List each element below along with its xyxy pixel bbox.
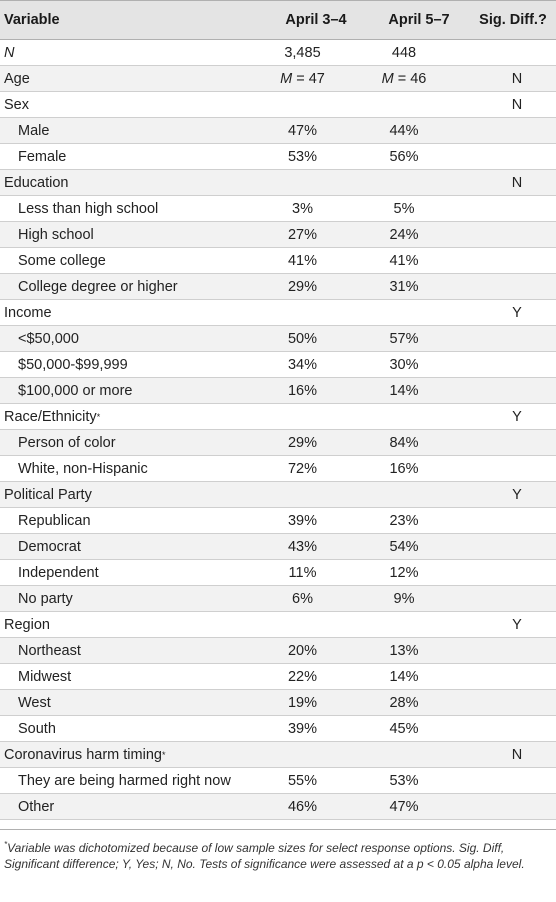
cell-sig-diff bbox=[478, 768, 556, 793]
table-row bbox=[0, 768, 556, 794]
row-label bbox=[4, 404, 100, 429]
table-row bbox=[0, 404, 556, 430]
row-label bbox=[4, 612, 50, 637]
cell-april-5-7 bbox=[356, 482, 452, 507]
cell-april-3-4: 29% bbox=[287, 278, 318, 295]
row-label-text: Democrat bbox=[18, 538, 81, 555]
cell-sig-diff bbox=[478, 222, 556, 247]
row-label bbox=[18, 664, 71, 689]
cell-april-5-7: 12% bbox=[389, 564, 419, 581]
cell-april-3-4: 55% bbox=[287, 772, 318, 789]
cell-april-5-7: 5% bbox=[393, 200, 415, 217]
cell-april-5-7 bbox=[356, 742, 452, 767]
row-label bbox=[18, 690, 51, 715]
row-label-text: South bbox=[18, 720, 56, 737]
mean-symbol: M bbox=[280, 70, 293, 87]
row-label bbox=[18, 274, 178, 299]
cell-april-3-4: 6% bbox=[292, 590, 313, 607]
table-row bbox=[0, 482, 556, 508]
row-label-text: Midwest bbox=[18, 668, 72, 685]
cell-april-5-7 bbox=[356, 404, 452, 429]
footnote-marker: * bbox=[96, 411, 101, 422]
mean-value: 46 bbox=[410, 70, 427, 87]
cell-sig-diff: Y bbox=[512, 486, 522, 503]
cell-april-3-4: 3,485 bbox=[284, 44, 321, 61]
row-label-text: Sex bbox=[4, 96, 29, 113]
cell-april-5-7: 45% bbox=[389, 720, 419, 737]
row-label-text: Income bbox=[4, 304, 52, 321]
table-row bbox=[0, 508, 556, 534]
header-april-3-4: April 3–4 bbox=[285, 12, 347, 28]
row-label-text: Race/Ethnicity bbox=[4, 408, 97, 425]
cell-april-5-7 bbox=[356, 66, 452, 91]
cell-sig-diff: Y bbox=[512, 616, 522, 633]
cell-sig-diff: N bbox=[511, 70, 523, 87]
row-label bbox=[4, 300, 52, 325]
row-label-text: West bbox=[18, 694, 51, 711]
table-footnote bbox=[4, 837, 552, 872]
cell-april-3-4: 39% bbox=[287, 512, 318, 529]
row-label-text: <$50,000 bbox=[18, 330, 79, 347]
cell-sig-diff: N bbox=[511, 96, 523, 113]
cell-sig-diff bbox=[478, 118, 556, 143]
cell-april-5-7: 23% bbox=[389, 512, 419, 529]
row-label-text: Independent bbox=[18, 564, 99, 581]
table-row bbox=[0, 534, 556, 560]
cell-april-5-7: 9% bbox=[393, 590, 415, 607]
cell-april-5-7 bbox=[356, 92, 452, 117]
cell-april-5-7: 41% bbox=[389, 252, 419, 269]
table-row bbox=[0, 300, 556, 326]
cell-april-5-7 bbox=[356, 170, 452, 195]
row-label-text: No party bbox=[18, 590, 73, 607]
cell-april-3-4: 19% bbox=[287, 694, 318, 711]
table-row bbox=[0, 430, 556, 456]
row-label bbox=[18, 118, 49, 143]
cell-april-5-7: 31% bbox=[389, 278, 419, 295]
row-label bbox=[4, 170, 69, 195]
table-row bbox=[0, 794, 556, 820]
cell-april-5-7: 28% bbox=[389, 694, 419, 711]
cell-sig-diff: N bbox=[511, 174, 523, 191]
cell-sig-diff bbox=[478, 196, 556, 221]
row-label-text: Less than high school bbox=[18, 200, 159, 217]
cell-april-3-4: 34% bbox=[287, 356, 318, 373]
header-sig-diff: Sig. Diff.? bbox=[479, 12, 547, 28]
cell-sig-diff bbox=[478, 664, 556, 689]
table-row bbox=[0, 66, 556, 92]
mean-value: 47 bbox=[308, 70, 325, 87]
cell-april-3-4: 29% bbox=[287, 434, 318, 451]
cell-sig-diff bbox=[478, 508, 556, 533]
table-row bbox=[0, 352, 556, 378]
cell-sig-diff bbox=[478, 352, 556, 377]
table-row bbox=[0, 456, 556, 482]
cell-april-3-4: 39% bbox=[287, 720, 318, 737]
row-label bbox=[18, 638, 81, 663]
table-row bbox=[0, 690, 556, 716]
table-row bbox=[0, 144, 556, 170]
table-row bbox=[0, 326, 556, 352]
row-label-text: Northeast bbox=[18, 642, 81, 659]
row-label-text: Person of color bbox=[18, 434, 116, 451]
cell-april-5-7: 57% bbox=[389, 330, 419, 347]
cell-april-3-4: 47% bbox=[287, 122, 318, 139]
cell-april-3-4: 3% bbox=[292, 200, 313, 217]
table-row bbox=[0, 612, 556, 638]
cell-sig-diff bbox=[478, 534, 556, 559]
row-label bbox=[18, 560, 99, 585]
cell-april-3-4 bbox=[250, 742, 355, 767]
row-label-text: Male bbox=[18, 122, 50, 139]
table-row bbox=[0, 196, 556, 222]
row-label-text: Education bbox=[4, 174, 69, 191]
cell-april-5-7: 16% bbox=[389, 460, 419, 477]
cell-april-3-4 bbox=[250, 92, 355, 117]
row-label bbox=[18, 326, 79, 351]
row-label-text: Female bbox=[18, 148, 67, 165]
cell-sig-diff: Y bbox=[512, 408, 522, 425]
row-label bbox=[18, 794, 54, 819]
row-label bbox=[18, 144, 66, 169]
row-label bbox=[18, 534, 81, 559]
row-label bbox=[18, 248, 106, 273]
cell-april-3-4: 41% bbox=[287, 252, 318, 269]
footnote-text: Variable was dichotomized because of low sample sizes for select response options. Sig. Diff, Significant difference; Y, Yes; N, No. Tests of significance were assessed at a p < 0.05 alpha level. bbox=[4, 841, 525, 871]
table-row bbox=[0, 222, 556, 248]
cell-april-5-7: 30% bbox=[389, 356, 419, 373]
cell-april-5-7: 44% bbox=[389, 122, 419, 139]
cell-april-5-7: 53% bbox=[389, 772, 419, 789]
cell-april-5-7: 14% bbox=[389, 668, 419, 685]
cell-april-3-4: 20% bbox=[287, 642, 318, 659]
cell-april-5-7: 24% bbox=[389, 226, 419, 243]
cell-april-5-7 bbox=[356, 300, 452, 325]
cell-april-3-4 bbox=[250, 404, 355, 429]
row-label-text: N bbox=[4, 44, 15, 61]
row-label-text: $50,000-$99,999 bbox=[18, 356, 128, 373]
mean-equals: = bbox=[393, 70, 411, 87]
cell-april-5-7: 56% bbox=[389, 148, 419, 165]
cell-april-3-4: 22% bbox=[287, 668, 318, 685]
row-label bbox=[4, 482, 92, 507]
cell-april-3-4 bbox=[250, 170, 355, 195]
cell-sig-diff bbox=[478, 794, 556, 819]
cell-sig-diff bbox=[478, 378, 556, 403]
table-row bbox=[0, 664, 556, 690]
cell-sig-diff bbox=[478, 690, 556, 715]
cell-sig-diff: Y bbox=[512, 304, 522, 321]
row-label-text: Coronavirus harm timing bbox=[4, 746, 162, 763]
footnote-divider bbox=[0, 829, 556, 830]
cell-april-5-7: 54% bbox=[389, 538, 419, 555]
cell-april-3-4: 46% bbox=[287, 798, 318, 815]
cell-april-3-4: 50% bbox=[287, 330, 318, 347]
footnote-star: * bbox=[4, 840, 8, 849]
cell-sig-diff bbox=[478, 430, 556, 455]
row-label bbox=[18, 378, 132, 403]
table-row bbox=[0, 378, 556, 404]
row-label bbox=[18, 430, 116, 455]
cell-sig-diff bbox=[478, 274, 556, 299]
mean-equals: = bbox=[292, 70, 309, 87]
table-row bbox=[0, 170, 556, 196]
cell-april-3-4: 43% bbox=[287, 538, 318, 555]
table-row bbox=[0, 742, 556, 768]
cell-sig-diff bbox=[478, 248, 556, 273]
row-label-text: White, non-Hispanic bbox=[18, 460, 148, 477]
table-row bbox=[0, 248, 556, 274]
table-row bbox=[0, 40, 556, 66]
row-label bbox=[18, 716, 56, 741]
cell-sig-diff bbox=[478, 40, 556, 65]
cell-april-5-7 bbox=[356, 612, 452, 637]
cell-sig-diff bbox=[478, 716, 556, 741]
row-label-text: They are being harmed right now bbox=[18, 772, 231, 789]
header-april-5-7: April 5–7 bbox=[388, 12, 450, 28]
row-label bbox=[18, 222, 94, 247]
row-label bbox=[18, 768, 231, 793]
row-label bbox=[4, 40, 14, 65]
cell-april-5-7: 47% bbox=[389, 798, 419, 815]
row-label bbox=[4, 742, 165, 767]
cell-april-5-7: 84% bbox=[389, 434, 419, 451]
row-label-text: Region bbox=[4, 616, 50, 633]
cell-sig-diff bbox=[478, 560, 556, 585]
cell-april-5-7: 448 bbox=[391, 44, 417, 61]
cell-sig-diff bbox=[478, 456, 556, 481]
cell-april-3-4 bbox=[250, 66, 355, 91]
row-label-text: Some college bbox=[18, 252, 106, 269]
row-label bbox=[4, 66, 30, 91]
row-label bbox=[18, 196, 158, 221]
table-row bbox=[0, 92, 556, 118]
header-variable: Variable bbox=[4, 12, 60, 28]
table-row bbox=[0, 716, 556, 742]
mean-symbol: M bbox=[381, 70, 394, 87]
row-label-text: Other bbox=[18, 798, 55, 815]
row-label-text: $100,000 or more bbox=[18, 382, 133, 399]
cell-april-3-4 bbox=[250, 482, 355, 507]
row-label bbox=[18, 586, 73, 611]
cell-april-3-4 bbox=[250, 300, 355, 325]
cell-sig-diff bbox=[478, 586, 556, 611]
row-label-text: High school bbox=[18, 226, 94, 243]
cell-april-3-4: 11% bbox=[288, 564, 317, 581]
table-row bbox=[0, 586, 556, 612]
cell-april-5-7: 14% bbox=[389, 382, 419, 399]
cell-sig-diff: N bbox=[511, 746, 523, 763]
table-row bbox=[0, 274, 556, 300]
table-row bbox=[0, 638, 556, 664]
cell-sig-diff bbox=[478, 326, 556, 351]
row-label-text: College degree or higher bbox=[18, 278, 178, 295]
table-row bbox=[0, 118, 556, 144]
row-label bbox=[18, 456, 148, 481]
row-label-text: Political Party bbox=[4, 486, 92, 503]
cell-april-3-4: 72% bbox=[287, 460, 318, 477]
table-row bbox=[0, 560, 556, 586]
cell-april-3-4 bbox=[250, 612, 355, 637]
row-label bbox=[4, 92, 29, 117]
row-label bbox=[18, 352, 128, 377]
cell-april-3-4: 27% bbox=[287, 226, 318, 243]
row-label bbox=[18, 508, 91, 533]
cell-sig-diff bbox=[478, 638, 556, 663]
table-header-row bbox=[0, 0, 556, 40]
row-label-text: Republican bbox=[18, 512, 91, 529]
footnote-marker: * bbox=[161, 749, 166, 760]
row-label-text: Age bbox=[4, 70, 30, 87]
cell-april-3-4: 16% bbox=[287, 382, 318, 399]
cell-sig-diff bbox=[478, 144, 556, 169]
cell-april-3-4: 53% bbox=[287, 148, 318, 165]
cell-april-5-7: 13% bbox=[389, 642, 419, 659]
